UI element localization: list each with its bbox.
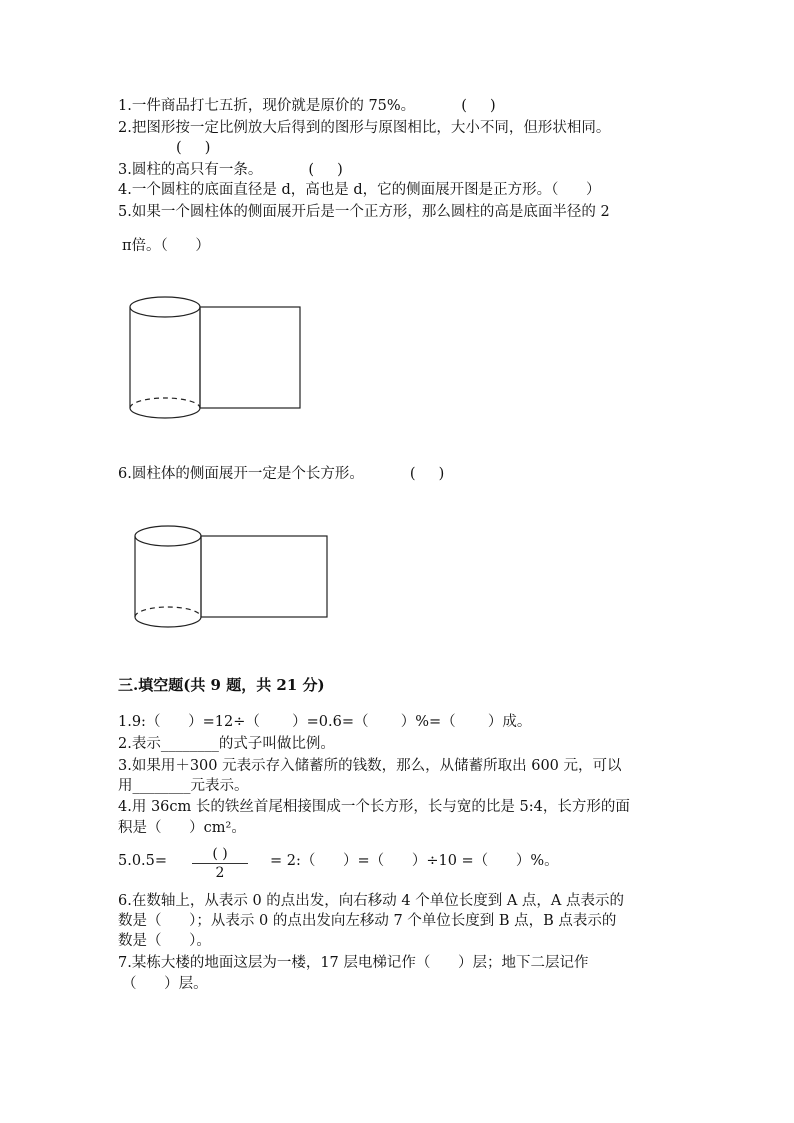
cylinder-bottom-back-arc <box>135 607 201 617</box>
cylinder-top-ellipse <box>135 526 201 546</box>
fill-question-4-line-1: 4.用 36cm 长的铁丝首尾相接围成一个长方形，长与宽的比是 5:4，长方形的面 <box>118 799 630 815</box>
fill-question-3-line-2: 用________元表示。 <box>118 778 249 794</box>
cylinder-unfold-figure-1 <box>120 290 310 425</box>
fill-question-5-suffix: = 2:（ ）=（ ）÷10 =（ ）%。 <box>270 853 559 869</box>
question-5-line-1: 5.如果一个圆柱体的侧面展开后是一个正方形，那么圆柱的高是底面半径的 2 <box>118 204 610 220</box>
question-1: 1.一件商品打七五折，现价就是原价的 75%。 ( ) <box>118 98 496 114</box>
cylinder-unfold-figure-2 <box>125 518 335 636</box>
unrolled-rectangle <box>201 536 327 617</box>
fill-question-7-line-2: （ ）层。 <box>122 976 208 992</box>
fill-question-5-prefix: 5.0.5= <box>118 853 168 869</box>
fill-question-6-line-1: 6.在数轴上，从表示 0 的点出发，向右移动 4 个单位长度到 A 点，A 点表示的 <box>118 893 624 909</box>
section-title: 三.填空题(共 9 题，共 21 分) <box>118 676 325 694</box>
unrolled-rectangle <box>200 307 300 408</box>
cylinder-bottom-back-arc <box>130 398 200 408</box>
fill-question-6-line-2: 数是（ ）；从表示 0 的点出发向左移动 7 个单位长度到 B 点，B 点表示的 <box>118 913 617 929</box>
fraction-numerator: ( ) <box>212 846 228 862</box>
question-4: 4.一个圆柱的底面直径是 d，高也是 d，它的侧面展开图是正方形。（ ） <box>118 182 601 198</box>
question-3: 3.圆柱的高只有一条。 ( ) <box>118 162 343 178</box>
question-2-answer-blank: ( ) <box>176 140 211 156</box>
cylinder-top-ellipse <box>130 297 200 317</box>
cylinder-bottom-front-arc <box>135 617 201 627</box>
question-2: 2.把图形按一定比例放大后得到的图形与原图相比，大小不同，但形状相同。 <box>118 120 611 136</box>
fill-question-1: 1.9:（ ）=12÷（ ）=0.6=（ ）%=（ ）成。 <box>118 714 532 730</box>
fill-question-4-line-2: 积是（ ）cm²。 <box>118 820 246 836</box>
fill-question-2: 2.表示________的式子叫做比例。 <box>118 736 335 752</box>
fill-question-5-fraction <box>192 846 248 881</box>
fill-question-3-line-1: 3.如果用＋300 元表示存入储蓄所的钱数，那么，从储蓄所取出 600 元，可以 <box>118 758 622 774</box>
fill-question-6-line-3: 数是（ ）。 <box>118 933 211 949</box>
question-6: 6.圆柱体的侧面展开一定是个长方形。 ( ) <box>118 466 445 482</box>
fraction-denominator: 2 <box>215 865 225 881</box>
question-5-line-2: π倍。（ ） <box>122 238 210 254</box>
cylinder-bottom-front-arc <box>130 408 200 418</box>
fill-question-7-line-1: 7.某栋大楼的地面这层为一楼，17 层电梯记作（ ）层；地下二层记作 <box>118 955 589 971</box>
fraction-bar <box>192 863 248 864</box>
